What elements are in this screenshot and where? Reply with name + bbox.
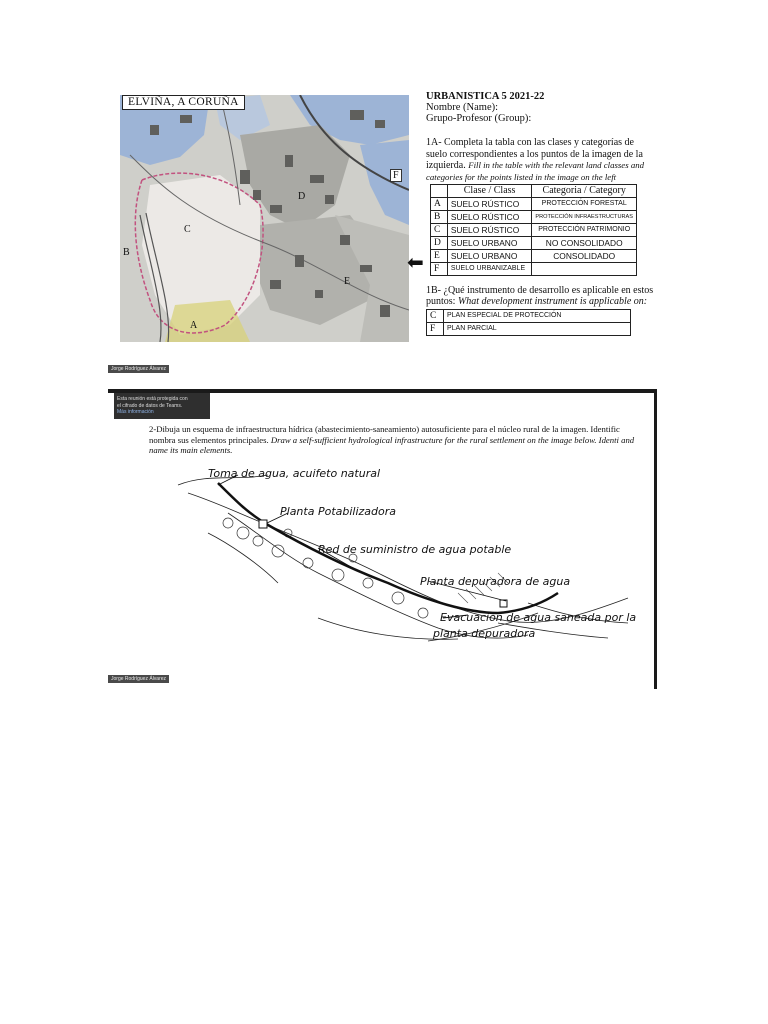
hydrological-sketch [168, 463, 638, 663]
table-row [427, 310, 631, 323]
row-class: SUELO RÚSTICO [447, 198, 532, 211]
row-class: SUELO URBANIZABLE [447, 263, 532, 276]
row-category: PROTECCIÓN PATRIMONIO [532, 224, 637, 237]
row-category: NO CONSOLIDADO [532, 237, 637, 250]
question-1b [426, 285, 656, 307]
worksheet-panel [426, 83, 657, 380]
row-letter: F [427, 323, 444, 336]
worksheet-screenshot-1 [108, 83, 657, 380]
instrument-table [426, 309, 631, 336]
point-label-c: C [184, 224, 191, 235]
point-label-d: D [298, 191, 306, 202]
arrow-left-icon: ⬅ [407, 252, 424, 274]
name-label: Nombre (Name): [426, 102, 499, 113]
row-class: SUELO URBANO [447, 237, 532, 250]
table-row [431, 250, 637, 263]
table-header-empty [431, 185, 448, 198]
notice-line-2: el cifrado de datos de Teams. [117, 402, 183, 409]
map-graphic [120, 95, 409, 342]
question-1a-en: Fill in the table with the relevant land classes and categories for the points listed in the image on the left [426, 160, 645, 182]
row-letter: D [431, 237, 448, 250]
table-row [431, 237, 637, 250]
participant-name-tag: Jorge Rodríguez Álvarez [108, 675, 169, 683]
question-2-en: Draw a self-sufficient hydrological infrastructure for the rural settlement on the image below. Identi and name its main elements. [149, 434, 635, 455]
row-category [532, 263, 637, 276]
worksheet-screenshot-2 [108, 389, 657, 689]
row-category: PROTECCIÓN FORESTAL [532, 198, 637, 211]
question-2 [149, 424, 647, 456]
notice-line-1: Esta reunión está protegida con [117, 396, 188, 402]
point-label-e: E [344, 276, 351, 287]
table-header-class: Clase / Class [447, 185, 532, 198]
row-class: SUELO URBANO [447, 250, 532, 263]
map-title: ELVIÑA, A CORUÑA [122, 95, 245, 110]
table-row [431, 263, 637, 276]
teams-encryption-notice [114, 393, 210, 419]
sketch-label-discharge-line1: Evacuación de agua saneada por la [440, 611, 637, 624]
land-class-table [430, 184, 637, 276]
question-1a-es: 1A- Completa la tabla con las clases y categorías de suelo correspondientes a los puntos de la imagen de la izquierda. [426, 137, 643, 171]
table-header-row [431, 185, 637, 198]
table-row [431, 211, 637, 224]
sketch-label-potabilization-plant: Planta Potabilizadora [280, 505, 397, 518]
point-label-b: B [123, 247, 130, 258]
sketch-label-supply-network: Red de suministro de agua potable [318, 543, 512, 556]
participant-name-tag: Jorge Rodríguez Álvarez [108, 365, 169, 373]
row-instrument: PLAN PARCIAL [444, 323, 631, 336]
table-row [431, 198, 637, 211]
land-use-map [120, 95, 409, 342]
more-info-link[interactable]: Más información [117, 409, 154, 415]
sheet-title: URBANISTICA 5 2021-22 [426, 91, 545, 102]
question-1a [426, 137, 651, 183]
table-row [431, 224, 637, 237]
sketch-label-water-intake: Toma de agua, acuifeto natural [208, 467, 381, 480]
row-letter: A [431, 198, 448, 211]
row-category: PROTECCIÓN INFRAESTRUCTURAS [532, 211, 637, 224]
sketch-label-wastewater-plant: Planta depuradora de agua [420, 575, 571, 588]
question-1b-es: 1B- ¿Qué instrumento de desarrollo es aplicable en estos puntos: [426, 285, 654, 307]
frame-edge [654, 393, 657, 689]
question-1b-en: What development instrument is applicable on: [457, 296, 648, 307]
sketch-label-discharge-line2: planta depuradora [433, 627, 536, 640]
row-category: CONSOLIDADO [532, 250, 637, 263]
row-letter: C [427, 310, 444, 323]
treatment-plant-marker [259, 520, 267, 528]
row-letter: C [431, 224, 448, 237]
point-label-f: F [390, 169, 402, 182]
row-letter: F [431, 263, 448, 276]
table-row [427, 323, 631, 336]
row-class: SUELO RÚSTICO [447, 224, 532, 237]
row-letter: E [431, 250, 448, 263]
row-class: SUELO RÚSTICO [447, 211, 532, 224]
row-instrument: PLAN ESPECIAL DE PROTECCIÓN [444, 310, 631, 323]
row-letter: B [431, 211, 448, 224]
table-header-category: Categoria / Category [532, 185, 637, 198]
group-label: Grupo-Profesor (Group): [426, 113, 532, 124]
question-2-es: 2-Dibuja un esquema de infraestructura hídrica (abastecimiento-saneamiento) autosuficiente para el núcleo rural de la imagen. Identific nombra sus elementos principales. [149, 424, 620, 445]
point-label-a: A [190, 320, 198, 331]
